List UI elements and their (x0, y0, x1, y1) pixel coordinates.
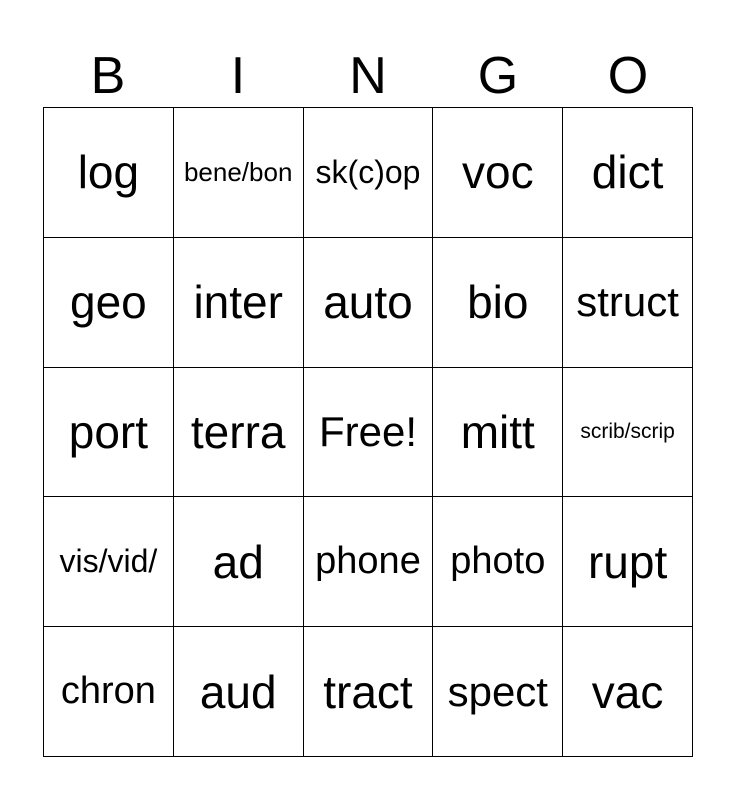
bingo-board (43, 107, 693, 757)
bingo-cell[interactable] (174, 627, 304, 757)
cell-label: auto (323, 276, 413, 329)
cell-label: spect (447, 667, 548, 715)
bingo-cell[interactable] (44, 108, 174, 238)
bingo-cell[interactable] (563, 368, 693, 498)
bingo-cell[interactable] (174, 368, 304, 498)
cell-label: terra (190, 405, 286, 458)
cell-label: mitt (460, 405, 535, 458)
bingo-cell[interactable] (304, 108, 434, 238)
bingo-cell[interactable] (563, 497, 693, 627)
header-letter-n: N (349, 47, 387, 105)
bingo-cell[interactable] (44, 497, 174, 627)
cell-label: voc (461, 146, 534, 199)
bingo-cell[interactable] (304, 627, 434, 757)
header-letter-i: I (230, 47, 246, 105)
bingo-cell[interactable] (433, 497, 563, 627)
bingo-cell[interactable] (174, 497, 304, 627)
cell-label: vac (591, 665, 664, 718)
free-space-cell[interactable] (304, 368, 434, 498)
cell-label: rupt (587, 535, 668, 588)
bingo-cell[interactable] (563, 238, 693, 368)
cell-label: inter (193, 276, 283, 329)
bingo-cell[interactable] (304, 238, 434, 368)
cell-label: struct (576, 278, 679, 326)
header-letter-o: O (607, 47, 649, 105)
cell-label: log (77, 146, 140, 199)
bingo-cell[interactable] (563, 627, 693, 757)
cell-label: ad (212, 535, 264, 588)
cell-label: geo (70, 276, 147, 329)
bingo-header (43, 40, 693, 108)
bingo-cell[interactable] (44, 368, 174, 498)
cell-label: chron (60, 670, 156, 713)
bingo-cell[interactable] (174, 108, 304, 238)
bingo-cell[interactable] (433, 368, 563, 498)
cell-label: scrib/scrip (580, 419, 675, 443)
cell-label: bio (467, 276, 529, 329)
header-letter-g: G (477, 47, 519, 105)
bingo-cell[interactable] (44, 627, 174, 757)
cell-label: Free! (318, 407, 417, 455)
bingo-cell[interactable] (174, 238, 304, 368)
cell-label: port (68, 405, 149, 458)
cell-label: photo (450, 540, 546, 583)
cell-label: phone (315, 540, 421, 583)
header-letter-b: B (90, 47, 126, 105)
bingo-cell[interactable] (433, 108, 563, 238)
cell-label: dict (591, 146, 664, 199)
cell-label: aud (199, 665, 277, 718)
cell-label: sk(c)op (315, 153, 421, 190)
cell-label: vis/vid/ (59, 543, 158, 580)
bingo-cell[interactable] (563, 108, 693, 238)
bingo-cell[interactable] (44, 238, 174, 368)
bingo-cell[interactable] (433, 238, 563, 368)
bingo-cell[interactable] (304, 497, 434, 627)
cell-label: bene/bon (183, 156, 293, 187)
bingo-cell[interactable] (433, 627, 563, 757)
cell-label: tract (323, 665, 413, 718)
